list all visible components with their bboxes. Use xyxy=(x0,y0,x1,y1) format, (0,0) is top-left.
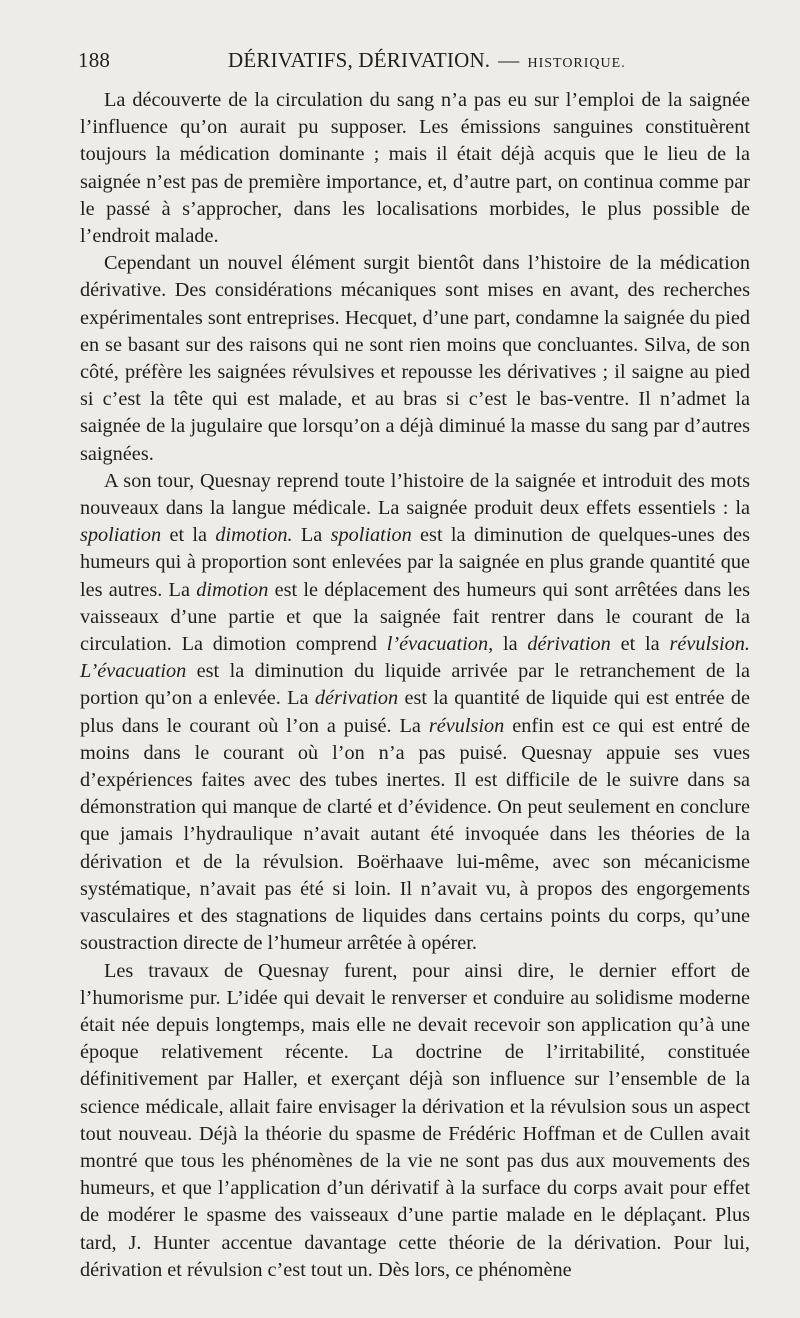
paragraph xyxy=(80,468,750,958)
paragraph xyxy=(80,958,750,1284)
text-run: et la xyxy=(161,524,216,547)
italic-term: l’évacuation, xyxy=(386,633,494,656)
italic-term: dérivation xyxy=(527,633,611,656)
body-text xyxy=(80,87,750,1284)
text-run: enfin est ce qui est entré de moins dans le courant où l’on n’a pas puisé. Quesnay appuie ses vues d’expériences faites avec des tubes inertes. Il est difficile de le suivre dans sa démonstration qui manque de clarté et d’évidence. On peut seulement en conclure que jamais l’hydraulique n’avait autant été invoquée dans les théories de la dérivation et de la révulsion. Boërhaave lui-même, avec son mécanicisme systématique, n’avait pas été si loin. Il n’avait vu, à propos des engorgements vasculaires et des stagnations de liquides dans certains points du corps, qu’une soustraction directe de l’humeur arrêtée à opérer. xyxy=(80,714,750,955)
italic-term: révulsion. xyxy=(669,633,750,656)
running-title xyxy=(228,48,626,73)
header-section: HISTORIQUE. xyxy=(527,56,626,71)
text-run: La découverte de la circulation du sang n’a pas eu sur l’emploi de la saignée l’influence qu’on aurait pu supposer. Les émissions sanguines constituèrent toujours la médication dominante ; mais il était déjà acquis que le lieu de la saignée n’est pas de première importance, et, d’autre part, on continua comme par le passé à s’approcher, dans les localisations morbides, le plus possible de l’endroit malade. xyxy=(80,89,750,248)
text-run: et la xyxy=(610,633,670,656)
italic-term: dimotion xyxy=(196,578,269,601)
paragraph xyxy=(80,250,750,468)
text-run: est la diminution du liquide arrivée par le retranchement de la portion qu’on a enlevée. La xyxy=(80,660,750,710)
text-run: A son tour, Quesnay reprend toute l’histoire de la saignée et introduit des mots nouveaux dans la langue médicale. La saignée produit deux effets essentiels : la xyxy=(80,469,750,520)
text-run: est la quantité de liquide qui est entrée de plus dans le courant où l’on a puisé. La xyxy=(80,687,750,737)
text-run: est le déplacement des humeurs qui sont arrêtées dans les vaisseaux d’une partie et que la saignée fait rentrer dans le courant de la circulation. La dimotion comprend xyxy=(80,578,750,656)
italic-term: L’évacuation xyxy=(80,660,187,683)
italic-term: spoliation xyxy=(330,524,412,547)
text-run: Cependant un nouvel élément surgit bientôt dans l’histoire de la médication dérivative. Des considérations mécaniques sont mises en avant, des recherches expérimentales sont entreprises. Hecquet, d’une part, condamne la saignée du pied en se basant sur des raisons qui ne sont rien moins que concluantes. Silva, de son côté, préfère les saignées révulsives et repousse les dérivatives ; il saigne au pied si c’est la tête qui est malade, et au bras si c’est le bas-ventre. Il n’admet la saignée de la jugulaire que lorsqu’on a déjà diminué la masse du sang par d’autres saignées. xyxy=(80,252,750,465)
italic-term: dimotion. xyxy=(215,524,293,547)
text-run: est la diminution de quelques-unes des humeurs qui à proportion sont enlevées par la saignée en plus grande quantité que les autres. La xyxy=(80,524,751,601)
italic-term: dérivation xyxy=(314,687,399,710)
header-dash: — xyxy=(498,48,520,72)
text-run: La xyxy=(292,524,331,547)
header-title: DÉRIVATIFS, DÉRIVATION. xyxy=(228,48,491,72)
text-run: Les travaux de Quesnay furent, pour ainsi dire, le dernier effort de l’humorisme pur. L’idée qui devait le renverser et conduire au solidisme moderne était née depuis longtemps, mais elle ne devait recevoir son application qu’à une époque relativement récente. La doctrine de l’irritabilité, constituée définitivement par Haller, et exerçant déjà son influence sur l’ensemble de la science médicale, allait faire envisager la dérivation et la révulsion sous un aspect tout nouveau. Déjà la théorie du spasme de Frédéric Hoffman et de Cullen avait montré que tous les phénomènes de la vie ne sont pas dus aux mouvements des humeurs, et que l’application d’un dérivatif à la surface du corps avait pour effet de modérer le spasme des vaisseaux d’une partie malade en le déplaçant. Plus tard, J. Hunter accentue davantage cette théorie de la dérivation. Pour lui, dérivation et révulsion c’est tout un. Dès lors, ce phénomène xyxy=(80,959,750,1281)
page-number: 188 xyxy=(78,48,111,72)
italic-term: spoliation xyxy=(80,524,162,547)
italic-term: révulsion xyxy=(428,714,505,737)
running-header xyxy=(78,48,748,78)
text-run: la xyxy=(493,633,528,656)
paragraph xyxy=(80,87,750,250)
